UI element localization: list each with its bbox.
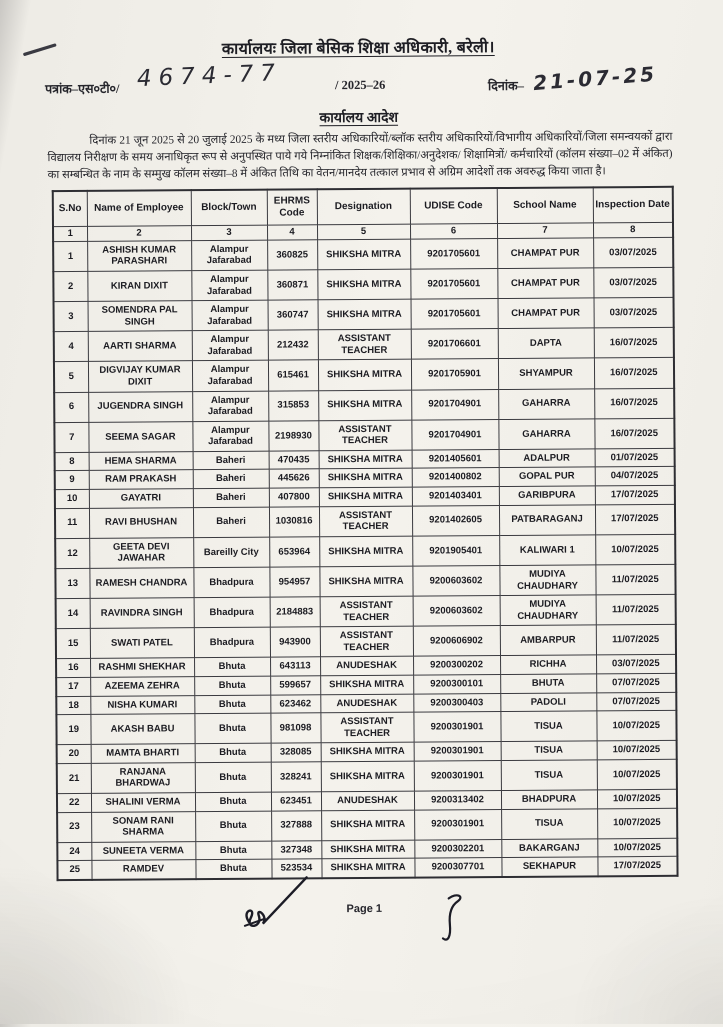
table-cell: 315853 [268, 390, 318, 421]
table-cell: SHIKSHA MITRA [321, 858, 414, 878]
column-header: Block/Town [191, 189, 267, 225]
table-cell: 599657 [270, 676, 320, 695]
table-cell: Bhuta [195, 762, 271, 793]
table-cell: GAHARRA [498, 388, 594, 419]
table-cell: 15 [56, 629, 90, 659]
table-cell: 16/07/2025 [594, 388, 674, 419]
table-cell: 9200301901 [414, 809, 501, 840]
table-cell: 22 [57, 793, 91, 812]
column-header: Name of Employee [87, 190, 191, 226]
table-cell: SUNEETA VERMA [91, 841, 195, 860]
table-cell: ANUDESHAK [320, 657, 413, 676]
table-cell: 03/07/2025 [594, 297, 674, 328]
table-cell: 21 [57, 763, 91, 793]
table-cell: 10/07/2025 [596, 710, 676, 741]
table-cell: 10 [55, 489, 89, 508]
table-cell: 9200313402 [414, 791, 501, 810]
table-cell: PATBARAGANJ [499, 505, 595, 536]
table-cell: 11/07/2025 [595, 564, 675, 595]
table-cell: SHALINI VERMA [91, 793, 195, 812]
table-cell: Alampur Jafarabad [191, 270, 267, 301]
table-row [54, 418, 674, 452]
table-cell: 360825 [267, 240, 317, 271]
table-cell: 9201706601 [411, 329, 498, 360]
table-cell: 3 [54, 302, 88, 332]
column-header: 8 [593, 222, 673, 238]
table-cell: HEMA SHARMA [89, 452, 193, 471]
table-cell: SHIKSHA MITRA [318, 299, 411, 330]
table-cell: 2 [53, 271, 87, 301]
table-cell: 643113 [270, 657, 320, 676]
table-cell: Baheri [193, 451, 269, 470]
table-cell: 9201704901 [411, 419, 498, 450]
table-cell: Baheri [193, 488, 269, 507]
table-cell: SHIKSHA MITRA [321, 761, 414, 792]
table-cell: Alampur Jafarabad [192, 361, 268, 392]
table-cell: BHUTA [500, 674, 596, 693]
table-cell: 2198930 [268, 421, 318, 452]
table-cell: Alampur Jafarabad [192, 330, 268, 361]
table-cell: 9200301901 [414, 742, 501, 761]
table-cell: Bhadpura [194, 597, 270, 628]
table-cell: 1030816 [269, 506, 319, 537]
table-cell: TISUA [501, 760, 597, 791]
ref-number-label: पत्रांक–एस०टी०/ [44, 81, 120, 97]
table-cell: 9200603602 [413, 596, 500, 627]
column-header: 5 [317, 224, 410, 240]
order-body-paragraph: दिनांक 21 जून 2025 से 20 जुलाई 2025 के मध्य जिला स्तरीय अधिकारियों/ब्लॉक स्तरीय अधिकारियों/विभागीय अधिकारियों/जिला समन्वयकों द्वारा विद्यालय निरीक्षण के समय अनाधिकृत रूप से अनुपस्थित पाये गये निम्नांकित शिक्षक/शिक्षिका/अनुदेशक/ शिक्षामित्रों/ कर्मचारियों (कॉलम संख्या–02 में अंकित) का सम्बन्धित के नाम के सम्मुख कॉलम संख्या–8 में अंकित तिथि का वेतन/मानदेय तत्काल प्रभाव से अग्रिम आदेशों तक अवरुद्ध किया जाता है। [47, 130, 673, 182]
table-cell: 9201403401 [412, 487, 499, 506]
page-title: कार्यालयः जिला बेसिक शिक्षा अधिकारी, बरेली। [221, 39, 495, 58]
table-row [54, 328, 674, 362]
table-cell: SHIKSHA MITRA [321, 840, 414, 859]
table-cell: 01/07/2025 [595, 448, 675, 467]
table-cell: 16/07/2025 [594, 418, 674, 449]
table-cell: 7 [54, 422, 88, 452]
table-cell: TISUA [501, 808, 597, 839]
table-cell: 03/07/2025 [596, 655, 676, 674]
table-cell: 16/07/2025 [594, 358, 674, 389]
table-cell: SHIKSHA MITRA [317, 239, 410, 270]
table-cell: 10/07/2025 [597, 808, 677, 839]
table-row [56, 710, 676, 744]
table-cell: RASHMI SHEKHAR [90, 658, 194, 677]
table-cell: 5 [54, 362, 88, 392]
table-cell: 445626 [269, 469, 319, 488]
table-cell: 9201705901 [411, 359, 498, 390]
table-cell: 9201400802 [412, 468, 499, 487]
table-cell: 9200300202 [413, 656, 500, 675]
table-row [57, 759, 677, 793]
table-cell: GEETA DEVI JAWAHAR [89, 537, 193, 568]
table-cell: Bhuta [195, 859, 271, 879]
column-header: S.No [53, 191, 87, 227]
table-cell: AKASH BABU [90, 714, 194, 745]
table-cell: 18 [56, 696, 90, 715]
table-cell: SONAM RANI SHARMA [91, 811, 195, 842]
table-cell: PADOLI [500, 692, 596, 711]
table-cell: 9201705601 [411, 299, 498, 330]
table-cell: ASSISTANT TEACHER [318, 329, 411, 360]
table-cell: 07/07/2025 [596, 673, 676, 692]
table-cell: Alampur Jafarabad [192, 421, 268, 452]
table-cell: SWATI PATEL [90, 628, 194, 659]
table-cell: 328085 [271, 743, 321, 762]
table-cell: 9200300101 [413, 675, 500, 694]
table-cell: JUGENDRA SINGH [88, 391, 192, 422]
table-cell: Alampur Jafarabad [192, 300, 268, 331]
column-header: UDISE Code [410, 188, 497, 224]
table-cell: 17/07/2025 [595, 504, 675, 535]
table-cell: RAMESH CHANDRA [89, 568, 193, 599]
table-cell: 328241 [271, 762, 321, 793]
table-cell: 17/07/2025 [597, 857, 677, 877]
column-header: 6 [410, 223, 497, 239]
table-cell: 13 [55, 568, 89, 598]
table-cell: 8 [55, 452, 89, 471]
table-cell: 11/07/2025 [596, 625, 676, 656]
table-cell: 9200301901 [413, 712, 500, 743]
table-cell: AZEEMA ZEHRA [90, 677, 194, 696]
table-cell: 17/07/2025 [595, 485, 675, 504]
table-cell: Baheri [193, 507, 269, 538]
signature-mark-right [431, 888, 477, 948]
table-cell: 523534 [271, 859, 321, 878]
table-cell: 9200300403 [413, 693, 500, 712]
table-cell: TISUA [500, 711, 596, 742]
table-cell: 4 [54, 332, 88, 362]
table-cell: 9200307701 [414, 858, 501, 878]
table-cell: TISUA [501, 741, 597, 760]
table-cell: 23 [57, 812, 91, 842]
table-cell: Bhuta [194, 658, 270, 677]
pen-dash-mark [23, 42, 59, 58]
table-row [56, 625, 676, 659]
table-cell: SHYAMPUR [498, 358, 594, 389]
table-cell: 9200301901 [414, 760, 501, 791]
table-cell: 954957 [269, 567, 319, 598]
table-cell: 10/07/2025 [595, 534, 675, 565]
table-cell: 623451 [271, 792, 321, 811]
table-cell: CHAMPAT PUR [498, 298, 594, 329]
table-cell: 12 [55, 538, 89, 568]
table-cell: 327348 [271, 841, 321, 860]
table-cell: RAVI BHUSHAN [89, 507, 193, 538]
table-cell: 327888 [271, 810, 321, 841]
table-cell: ASHISH KUMAR PARASHARI [87, 240, 191, 271]
table-cell: ASSISTANT TEACHER [320, 626, 413, 657]
table-cell: 9201705601 [410, 238, 497, 269]
table-cell: Bhuta [195, 743, 271, 762]
table-cell: CHAMPAT PUR [497, 238, 593, 269]
column-header: School Name [497, 187, 593, 223]
table-cell: 9201405601 [412, 449, 499, 468]
table-cell: Alampur Jafarabad [191, 240, 267, 271]
table-row [54, 297, 674, 331]
table-cell: RAVINDRA SINGH [90, 598, 194, 629]
table-cell: 10/07/2025 [597, 741, 677, 760]
table-cell: SHIKSHA MITRA [320, 675, 413, 694]
table-cell: BAKARGANJ [501, 839, 597, 858]
column-header: 3 [191, 225, 267, 241]
table-cell: Bhuta [194, 713, 270, 744]
table-cell: SHIKSHA MITRA [318, 390, 411, 421]
column-header: 2 [87, 225, 191, 241]
table-cell: 17 [56, 677, 90, 696]
column-header: EHRMS Code [267, 189, 317, 225]
order-heading: कार्यालय आदेश [319, 110, 399, 127]
table-cell: 9201704901 [411, 389, 498, 420]
table-cell: DAPTA [498, 328, 594, 359]
table-cell: 24 [57, 842, 91, 861]
table-cell: 03/07/2025 [593, 237, 673, 268]
table-row [55, 564, 675, 598]
table-cell: 16 [56, 659, 90, 678]
table-row [54, 388, 674, 422]
table-cell: Bhuta [195, 841, 271, 860]
table-cell: Bhadpura [194, 627, 270, 658]
table-cell: SHIKSHA MITRA [319, 487, 412, 506]
table-cell: KIRAN DIXIT [87, 271, 191, 302]
reference-line [44, 60, 672, 108]
table-cell: 03/07/2025 [593, 267, 673, 298]
table-cell: 9201402605 [412, 505, 499, 536]
table-cell: 9200302201 [414, 839, 501, 858]
table-cell: KALIWARI 1 [499, 535, 595, 566]
table-cell: 943900 [270, 627, 320, 658]
table-cell: 6 [54, 392, 88, 422]
table-cell: 16/07/2025 [594, 328, 674, 359]
table-cell: 653964 [269, 537, 319, 568]
table-cell: ANUDESHAK [321, 791, 414, 810]
table-row [55, 504, 675, 538]
table-cell: 07/07/2025 [596, 692, 676, 711]
table-cell: SEEMA SAGAR [88, 421, 192, 452]
date-label: दिनांक– [487, 78, 524, 94]
table-cell: ASSISTANT TEACHER [319, 506, 412, 537]
table-cell: Bhadpura [193, 567, 269, 598]
table-cell: 470435 [269, 451, 319, 470]
table-cell: SHIKSHA MITRA [317, 269, 410, 300]
table-cell: 20 [57, 745, 91, 764]
table-cell: SOMENDRA PAL SINGH [88, 301, 192, 332]
table-cell: CHAMPAT PUR [497, 268, 593, 299]
table-cell: ASSISTANT TEACHER [320, 596, 413, 627]
table-cell: 615461 [268, 360, 318, 391]
page-footer [3, 884, 723, 959]
table-row [57, 808, 677, 842]
table-cell: ADALPUR [499, 449, 595, 468]
ref-year: / 2025–26 [334, 77, 386, 93]
table-cell: 10/07/2025 [597, 838, 677, 857]
table-cell: MAMTA BHARTI [91, 744, 195, 763]
table-cell: 9201705601 [410, 269, 497, 300]
table-cell: SHIKSHA MITRA [319, 450, 412, 469]
table-cell: MUDIYA CHAUDHARY [499, 565, 595, 596]
table-cell: SHIKSHA MITRA [319, 536, 412, 567]
table-cell: RANJANA BHARDWAJ [91, 763, 195, 794]
table-row [54, 358, 674, 392]
table-cell: GAHARRA [498, 419, 594, 450]
date-handwritten: 21-07-25 [532, 61, 658, 96]
table-cell: SEKHAPUR [501, 857, 597, 877]
table-cell: 10/07/2025 [597, 789, 677, 808]
table-cell: Bhuta [194, 676, 270, 695]
table-cell: 11/07/2025 [596, 594, 676, 625]
table-cell: RAM PRAKASH [89, 470, 193, 489]
table-cell: 9 [55, 471, 89, 490]
table-cell: 1 [53, 241, 87, 271]
table-cell: 9200606902 [413, 626, 500, 657]
column-header: Inspection Date [593, 187, 673, 223]
table-cell: SHIKSHA MITRA [319, 469, 412, 488]
employee-table-head [53, 187, 673, 242]
table-cell: Baheri [193, 470, 269, 489]
header-row [53, 187, 673, 227]
table-cell: MUDIYA CHAUDHARY [500, 595, 596, 626]
table-cell: AMBARPUR [500, 625, 596, 656]
table-row [53, 237, 673, 271]
table-cell: 10/07/2025 [597, 759, 677, 790]
table-cell: Alampur Jafarabad [192, 391, 268, 422]
column-header: 7 [497, 223, 593, 239]
table-cell: 212432 [268, 330, 318, 361]
table-cell: 360747 [268, 300, 318, 331]
table-cell: 04/07/2025 [595, 467, 675, 486]
table-cell: ANUDESHAK [320, 694, 413, 713]
column-header: Designation [317, 188, 410, 224]
table-cell: 9201905401 [412, 535, 499, 566]
table-cell: ASSISTANT TEACHER [320, 712, 413, 743]
table-cell: Bhuta [195, 792, 271, 811]
employee-table-body [53, 237, 677, 880]
table-cell: 11 [55, 508, 89, 538]
table-cell: 623462 [270, 694, 320, 713]
table-cell: 360871 [267, 270, 317, 301]
table-cell: SHIKSHA MITRA [318, 360, 411, 391]
table-cell: 19 [56, 715, 90, 745]
ref-number-handwritten: 4674-77 [136, 60, 283, 93]
column-header: 1 [53, 226, 87, 241]
table-cell: GOPAL PUR [499, 467, 595, 486]
table-cell: 14 [56, 599, 90, 629]
table-cell: SHIKSHA MITRA [321, 742, 414, 761]
table-cell: NISHA KUMARI [90, 695, 194, 714]
table-cell: 9200603602 [412, 565, 499, 596]
table-cell: GAYATRI [89, 489, 193, 508]
table-cell: AARTI SHARMA [88, 331, 192, 362]
table-cell: RICHHA [500, 655, 596, 674]
table-cell: SHIKSHA MITRA [321, 810, 414, 841]
table-row [53, 267, 673, 301]
table-cell: Bhuta [195, 811, 271, 842]
table-row [56, 594, 676, 628]
table-cell: 981098 [270, 713, 320, 744]
table-row [57, 857, 677, 880]
table-cell: BHADPURA [501, 790, 597, 809]
table-cell: 2184883 [270, 597, 320, 628]
table-row [55, 534, 675, 568]
column-header: 4 [267, 225, 317, 240]
table-cell: 407800 [269, 488, 319, 507]
page-number: Page 1 [346, 902, 383, 916]
table-cell: DIGVIJAY KUMAR DIXIT [88, 361, 192, 392]
table-cell: Bareilly City [193, 537, 269, 568]
table-cell: SHIKSHA MITRA [319, 566, 412, 597]
table-cell: Bhuta [194, 695, 270, 714]
employee-table [52, 186, 679, 881]
table-cell: ASSISTANT TEACHER [318, 420, 411, 451]
table-cell: 25 [57, 861, 91, 880]
table-cell: GARIBPURA [499, 486, 595, 505]
table-cell: RAMDEV [91, 860, 195, 880]
